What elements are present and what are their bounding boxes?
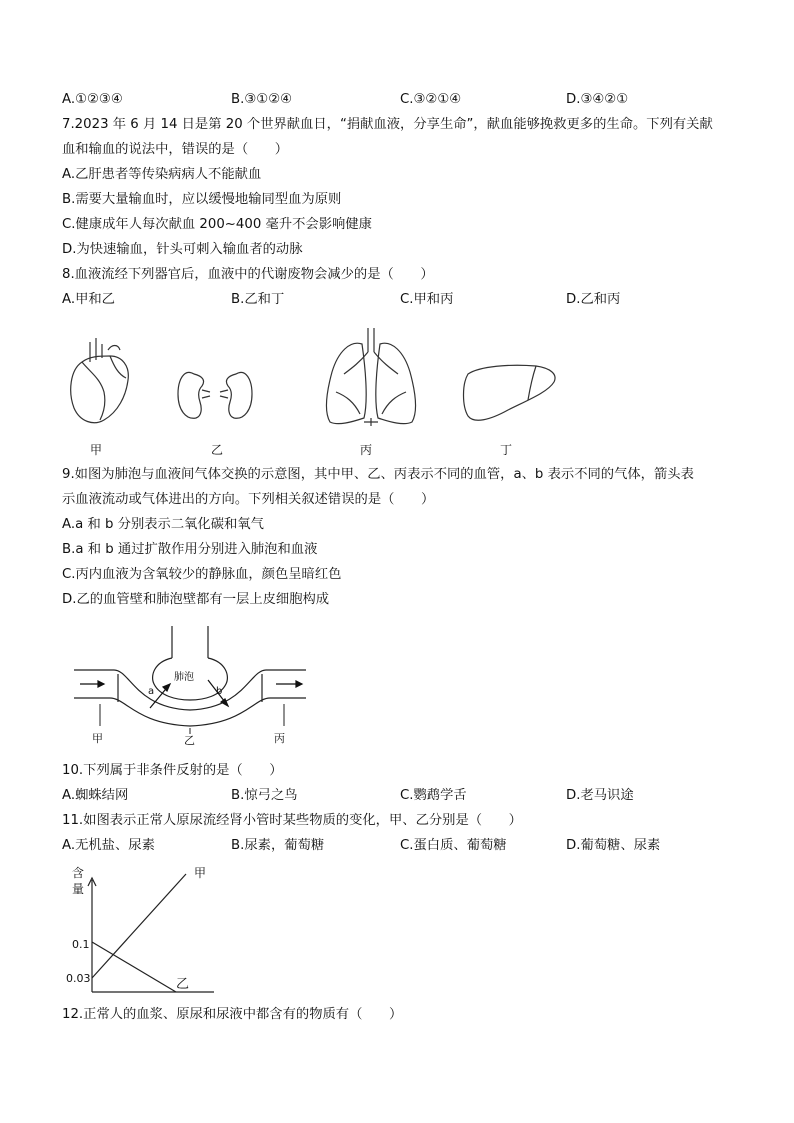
y-label-char1: 含 (72, 866, 85, 880)
q8-option-d: D.乙和丙 (566, 292, 621, 307)
q8-option-c: C.甲和丙 (400, 292, 454, 307)
q10-option-d: D.老马识途 (566, 788, 634, 803)
q7-stem-line1: 7.2023 年 6 月 14 日是第 20 个世界献血日，“捐献血液，分享生命”，献血能够挽救更多的生命。下列有关献 (62, 117, 713, 132)
vessel-bing-label: 丙 (274, 732, 285, 745)
q11-option-b: B.尿素，葡萄糖 (231, 838, 325, 853)
alveolus-label: 肺泡 (174, 672, 194, 683)
q7-stem-line2: 血和输血的说法中，错误的是（ ） (62, 142, 289, 157)
q9-option-c: C.丙内血液为含氧较少的静脉血，颜色呈暗红色 (62, 567, 342, 582)
liver-image (464, 365, 556, 420)
q10-option-c: C.鹦鹉学舌 (400, 788, 467, 803)
q8-option-a: A.甲和乙 (62, 292, 115, 307)
q8-stem: 8.血液流经下列器官后，血液中的代谢废物会减少的是（ ） (62, 267, 434, 282)
q6-option-d: D.③④②① (566, 92, 629, 107)
gas-b-label: b (216, 686, 223, 697)
vessel-yi-label: 乙 (184, 734, 195, 746)
q10-option-b: B.惊弓之鸟 (231, 788, 298, 803)
q6-option-b: B.③①②④ (231, 92, 293, 107)
organ-label-yi: 乙 (211, 443, 224, 457)
q11-option-c: C.蛋白质、葡萄糖 (400, 838, 507, 853)
line-yi-label: 乙 (176, 977, 190, 992)
tubule-graph (64, 860, 224, 998)
line-jia (92, 874, 186, 978)
q9-option-a: A.a 和 b 分别表示二氧化碳和氧气 (62, 517, 264, 532)
heart-image (71, 338, 129, 423)
organ-figure (60, 322, 580, 462)
y-label-char2: 量 (72, 882, 85, 896)
q7-option-d: D.为快速输血，针头可刺入输血者的动脉 (62, 242, 303, 257)
q7-option-c: C.健康成年人每次献血 200~400 毫升不会影响健康 (62, 217, 372, 232)
kidneys-image (178, 372, 252, 418)
q11-option-d: D.葡萄糖、尿素 (566, 838, 661, 853)
vessel-jia-label: 甲 (92, 732, 103, 745)
q7-option-a: A.乙肝患者等传染病病人不能献血 (62, 167, 262, 182)
q9-option-d: D.乙的血管壁和肺泡壁都有一层上皮细胞构成 (62, 592, 330, 607)
q10-stem: 10.下列属于非条件反射的是（ ） (62, 763, 283, 778)
tick-low: 0.03 (66, 972, 91, 985)
q12-stem: 12.正常人的血浆、原尿和尿液中都含有的物质有（ ） (62, 1007, 403, 1022)
q8-option-b: B.乙和丁 (231, 292, 285, 307)
line-yi (92, 942, 176, 992)
q9-stem-line2: 示血液流动或气体进出的方向。下列相关叙述错误的是（ ） (62, 492, 435, 507)
lungs-image (326, 328, 415, 426)
q7-option-b: B.需要大量输血时，应以缓慢地输同型血为原则 (62, 192, 342, 207)
tick-high: 0.1 (72, 938, 90, 951)
q10-option-a: A.蜘蛛结网 (62, 788, 129, 803)
gas-a-label: a (148, 686, 155, 697)
q6-option-c: C.③②①④ (400, 92, 462, 107)
organ-label-jia: 甲 (90, 443, 103, 457)
alveolus-diagram (70, 622, 320, 746)
q11-stem: 11.如图表示正常人原尿流经肾小管时某些物质的变化，甲、乙分别是（ ） (62, 813, 522, 828)
q6-option-a: A.①②③④ (62, 92, 123, 107)
line-jia-label: 甲 (194, 866, 207, 880)
organ-label-bing: 丙 (360, 443, 373, 457)
q11-option-a: A.无机盐、尿素 (62, 838, 155, 853)
q9-stem-line1: 9.如图为肺泡与血液间气体交换的示意图，其中甲、乙、丙表示不同的血管，a、b 表示不同的气体，箭头表 (62, 467, 694, 482)
organ-label-ding: 丁 (500, 443, 513, 457)
q9-option-b: B.a 和 b 通过扩散作用分别进入肺泡和血液 (62, 542, 318, 557)
